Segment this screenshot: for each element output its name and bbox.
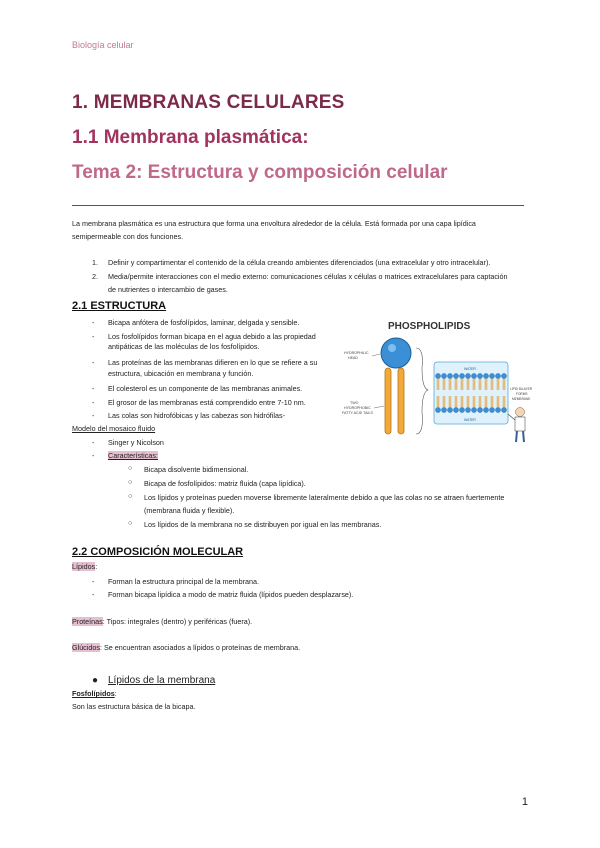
bilayer-head: [483, 407, 488, 412]
lipidos-colon: :: [95, 562, 98, 571]
model-label: Modelo del mosaico fluido: [72, 424, 156, 433]
dash-bullet: -: [92, 577, 95, 586]
scientist-head: [516, 408, 525, 417]
heading-1: 1. MEMBRANAS CELULARES: [72, 92, 345, 113]
bilayer-head: [441, 373, 446, 378]
phospholipid-illustration: [342, 318, 538, 458]
glucidos-label: Glúcidos: [72, 643, 100, 652]
list-item: Forman la estructura principal de la membrana.: [108, 577, 260, 586]
dash-bullet: -: [92, 398, 95, 407]
bilayer-head: [441, 407, 446, 412]
bilayer-head: [447, 373, 452, 378]
dash-bullet: -: [92, 318, 95, 327]
bilayer-head: [477, 373, 482, 378]
bilayer-panel: [434, 362, 508, 424]
bilayer-head: [435, 407, 440, 412]
svg-text:HEAD: HEAD: [348, 356, 358, 360]
function-number: 2.: [92, 272, 98, 281]
fosfolipidos-text: Son las estructura básica de la bicapa.: [72, 702, 196, 711]
list-item: (membrana fluida y flexible).: [144, 506, 235, 515]
phospholipid-head: [381, 338, 411, 368]
list-item: estructura, ubicación en membrana y función.: [108, 369, 254, 378]
bilayer-head: [483, 373, 488, 378]
fatty-acid-tail: [398, 368, 404, 434]
circle-bullet: ○: [128, 465, 133, 472]
bilayer-head: [435, 373, 440, 378]
svg-text:HYDROPHOBIC: HYDROPHOBIC: [344, 406, 371, 410]
function-text: Media/permite interacciones con el medio externo: comunicaciones células x células o matrices extracelulares para captación: [108, 272, 508, 281]
bilayer-head: [495, 373, 500, 378]
list-item: Forman bicapa lipídica a modo de matriz fluida (lípidos pueden desplazarse).: [108, 590, 354, 599]
dash-bullet: -: [92, 451, 95, 460]
bilayer-head: [477, 407, 482, 412]
bilayer-head: [489, 373, 494, 378]
list-item: Las colas son hidrofóbicas y las cabezas son hidrófilas-: [108, 411, 285, 420]
list-item: Los lípidos y proteínas pueden moverse libremente lateralmente debido a que las colas no se atraen fuertemente: [144, 493, 505, 502]
lipidos-membrana-heading: Lípidos de la membrana: [108, 675, 216, 686]
proteinas-label: Proteínas: [72, 617, 103, 626]
list-item: Bicapa de fosfolípidos: matriz fluida (capa lipídica).: [144, 479, 306, 488]
fosfolipidos-label: Fosfolípidos: [72, 689, 115, 698]
list-item: Las proteínas de las membranas difieren en lo que se refiere a su: [108, 358, 318, 367]
svg-text:WATER: WATER: [464, 367, 476, 371]
list-item: Los lípidos de la membrana no se distribuyen por igual en las membranas.: [144, 520, 382, 529]
dash-bullet: -: [92, 384, 95, 393]
fosfolipidos-colon: :: [114, 689, 117, 698]
figure-title: PHOSPHOLIPIDS: [388, 321, 471, 332]
characteristics-label: Características:: [108, 451, 158, 460]
bilayer-head: [501, 373, 506, 378]
intro-line-2: semipermeable con dos funciones.: [72, 232, 184, 241]
page-number: 1: [521, 796, 528, 808]
list-item: Bicapa anfótera de fosfolípidos, laminar, delgada y sensible.: [108, 318, 300, 327]
lipidos-label: Lípidos: [72, 562, 96, 571]
list-item: Singer y Nicolson: [108, 438, 164, 447]
svg-text:WATER: WATER: [464, 418, 476, 422]
dash-bullet: -: [92, 358, 95, 367]
circle-bullet: ○: [128, 479, 133, 486]
dash-bullet: -: [92, 332, 95, 341]
bilayer-head: [453, 373, 458, 378]
bilayer-head: [501, 407, 506, 412]
heading-3: Tema 2: Estructura y composición celular: [72, 162, 448, 183]
bilayer-head: [495, 407, 500, 412]
bilayer-head: [465, 373, 470, 378]
scientist-coat: [515, 417, 525, 431]
heading-2: 1.1 Membrana plasmática:: [72, 127, 309, 148]
list-item: El colesterol es un componente de las membranas animales.: [108, 384, 303, 393]
horizontal-rule: [72, 205, 524, 206]
list-item: antipáticas de las moléculas de los fosfolípidos.: [108, 342, 260, 351]
svg-text:MEMBRANE: MEMBRANE: [512, 397, 531, 401]
bilayer-head: [471, 407, 476, 412]
bilayer-head: [489, 407, 494, 412]
phospholipids-figure: [342, 318, 538, 458]
intro-line-1: La membrana plasmática es una estructura que forma una envoltura alrededor de la célula. Está formada por una capa lipídica: [72, 219, 476, 228]
section-heading-composicion: 2.2 COMPOSICIÓN MOLECULAR: [72, 546, 244, 558]
bilayer-head: [471, 373, 476, 378]
disc-bullet: ●: [92, 675, 99, 686]
circle-bullet: ○: [128, 520, 133, 527]
bilayer-head: [459, 407, 464, 412]
function-text: de nutrientes o intercambio de gases.: [108, 285, 228, 294]
fatty-acid-tail: [385, 368, 391, 434]
proteinas-text: : Tipos: integrales (dentro) y periféricas (fuera).: [102, 617, 253, 626]
svg-text:LIPID BILAYER: LIPID BILAYER: [510, 387, 533, 391]
glucidos-text: : Se encuentran asociados a lípidos o proteínas de membrana.: [99, 643, 301, 652]
svg-text:HYDROPHILIC: HYDROPHILIC: [344, 351, 369, 355]
function-text: Definir y compartimentar el contenido de la célula creando ambientes diferenciados (una extracelular y otro intracelular).: [108, 258, 491, 267]
circle-bullet: ○: [128, 493, 133, 500]
svg-text:FATTY ACID TAILS: FATTY ACID TAILS: [342, 411, 373, 415]
bilayer-head: [459, 373, 464, 378]
svg-text:FORMS: FORMS: [516, 392, 528, 396]
bilayer-head: [465, 407, 470, 412]
list-item: Bicapa disolvente bidimensional.: [144, 465, 249, 474]
running-header: Biología celular: [72, 40, 134, 50]
list-item: El grosor de las membranas está comprendido entre 7-10 nm.: [108, 398, 306, 407]
svg-text:TWO: TWO: [350, 401, 359, 405]
dash-bullet: -: [92, 438, 95, 447]
dash-bullet: -: [92, 590, 95, 599]
section-heading-estructura: 2.1 ESTRUCTURA: [72, 300, 167, 312]
function-number: 1.: [92, 258, 98, 267]
bilayer-head: [453, 407, 458, 412]
bilayer-head: [447, 407, 452, 412]
list-item: Los fosfolípidos forman bicapa en el agua debido a las propiedad: [108, 332, 316, 341]
dash-bullet: -: [92, 411, 95, 420]
